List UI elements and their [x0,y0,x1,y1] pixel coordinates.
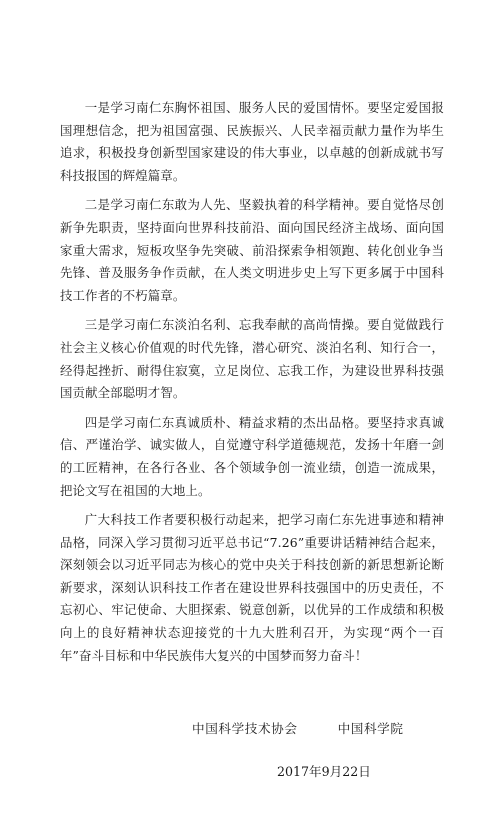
paragraph-4: 四是学习南仁东真诚质朴、精益求精的杰出品格。要坚持求真诚信、严谨治学、诚实做人，自觉遵守科学道德规范，发扬十年磨一剑的工匠精神，在各行各业、各个领域争创一流业绩，创造一流成果，把论文写在祖国的大地上。 [60,414,444,498]
paragraph-2: 二是学习南仁东敢为人先、坚毅执着的科学精神。要自觉恪尽创新争先职责，坚持面向世界科技前沿、面向国民经济主战场、面向国家重大需求，短板攻坚争先突破、前沿探索争相领跑、转化创业争当先锋、普及服务争作贡献，在人类文明进步史上写下更多属于中国科技工作者的不朽篇章。 [60,197,444,303]
paragraph-3: 三是学习南仁东淡泊名利、忘我奉献的高尚情操。要自觉做践行社会主义核心价值观的时代先锋，潜心研究、淡泊名利、知行合一，经得起挫折、耐得住寂寞，立足岗位、忘我工作，为建设世界科技强国贡献全部聪明才智。 [60,317,444,401]
paragraph-5: 广大科技工作者要积极行动起来，把学习南仁东先进事迹和精神品格，同深入学习贯彻习近平总书记“7.26”重要讲话精神结合起来，深刻领会以习近平同志为核心的党中央关于科技创新的新思想新论断新要求，深刻认识科技工作者在建设世界科技强国中的历史责任，不忘初心、牢记使命、大胆探索、锐意创新，以优异的工作成绩和积极向上的良好精神状态迎接党的十九大胜利召开，为实现“两个一百年”奋斗目标和中华民族伟大复兴的中国梦而努力奋斗！ [60,512,444,663]
document-body [60,97,444,674]
signature-org-cas: 中国科学院 [337,721,404,736]
signature-organizations [192,718,404,737]
signature-org-cast: 中国科学技术协会 [192,721,298,736]
signature-date: 2017年9月22日 [277,764,371,779]
paragraph-1: 一是学习南仁东胸怀祖国、服务人民的爱国情怀。要坚定爱国报国理想信念，把为祖国富强、民族振兴、人民幸福贡献力量作为毕生追求，积极投身创新型国家建设的伟大事业，以卓越的创新成就书写科技报国的辉煌篇章。 [60,100,444,183]
